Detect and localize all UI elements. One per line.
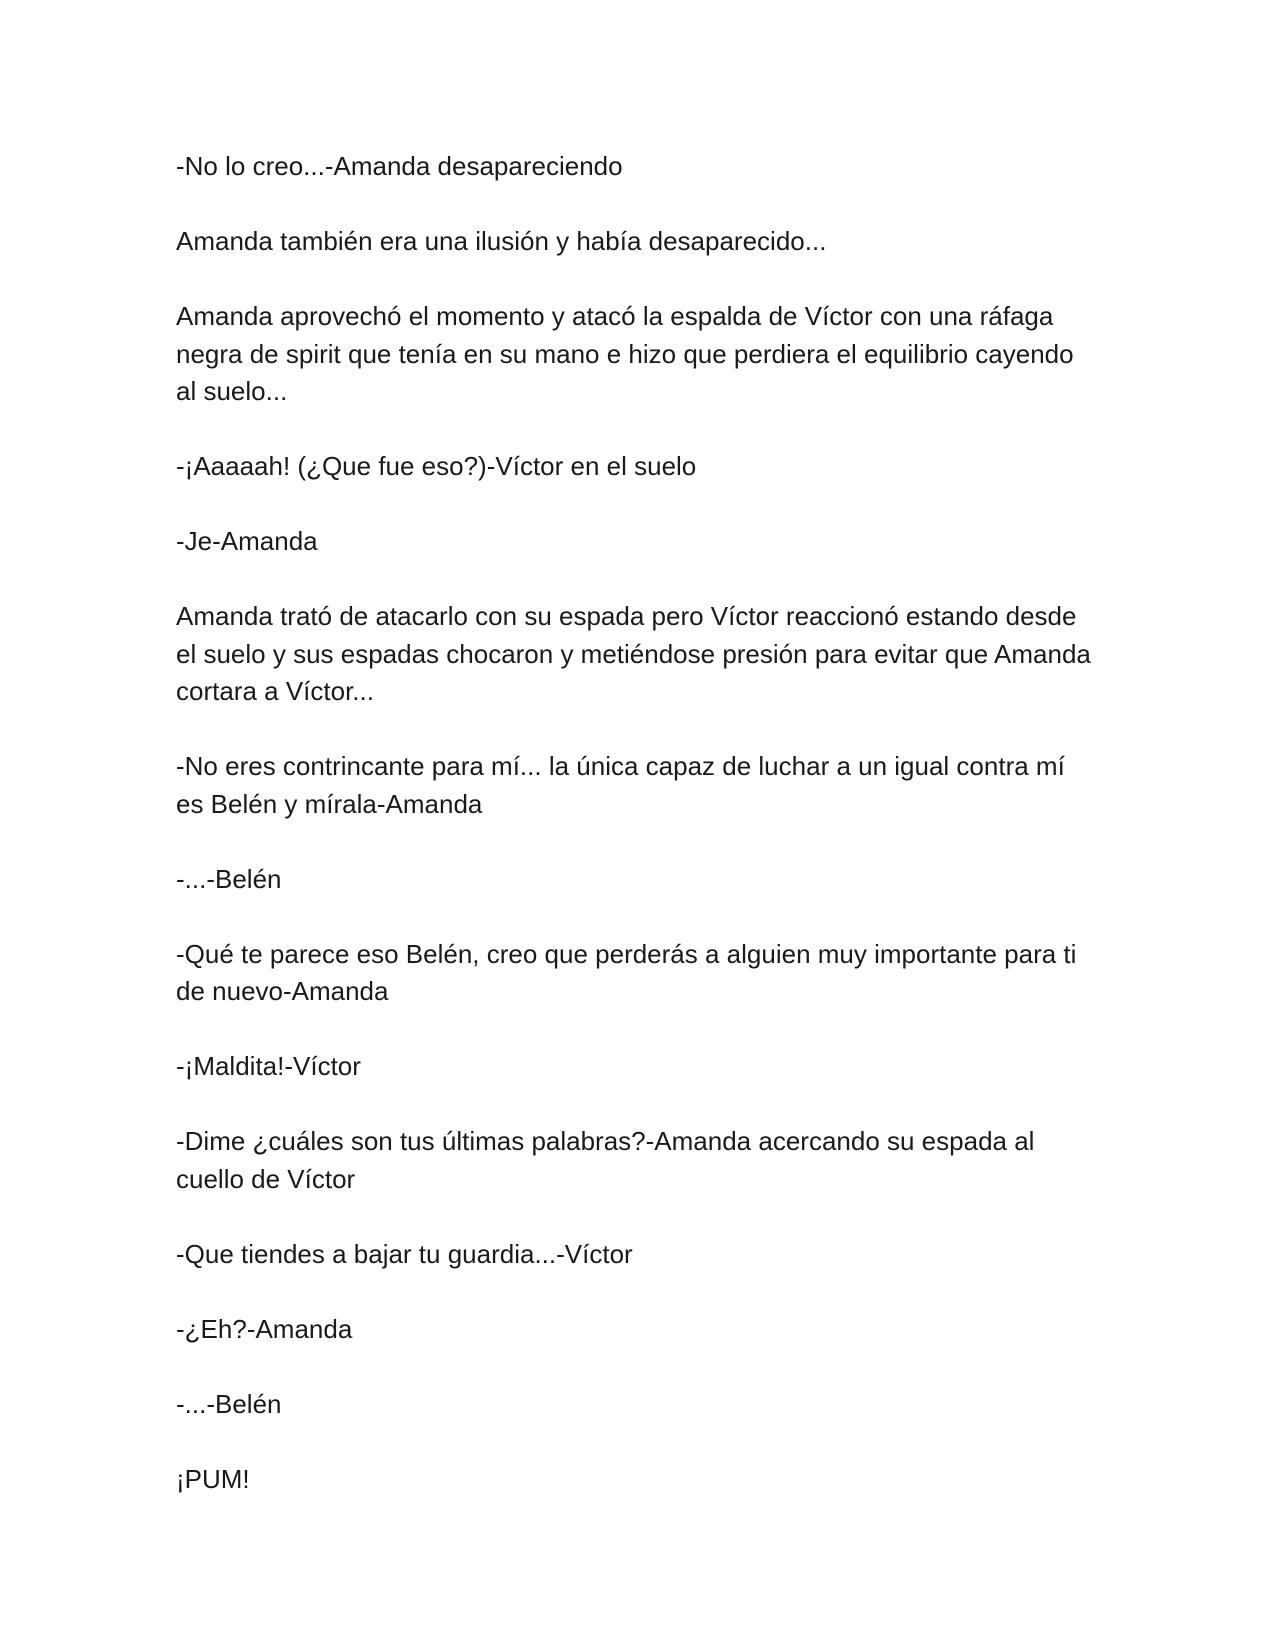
- paragraph: Amanda también era una ilusión y había desaparecido...: [176, 226, 827, 256]
- paragraph: -No eres contrincante para mí... la única capaz de luchar a un igual contra mí es Belén y mírala-Amanda: [176, 751, 1065, 819]
- paragraph: -Qué te parece eso Belén, creo que perderás a alguien muy importante para ti de nuevo-Amanda: [176, 938, 1077, 1006]
- paragraph: -Dime ¿cuáles son tus últimas palabras?-Amanda acercando su espada al cuello de Víctor: [176, 1126, 1035, 1194]
- paragraph: -...-Belén: [176, 863, 282, 894]
- paragraph: -¡Aaaaah! (¿Que fue eso?)-Víctor en el suelo: [176, 451, 697, 481]
- paragraph: ¡PUM!: [176, 1463, 250, 1494]
- document-body: [176, 148, 1096, 1498]
- paragraph: -...-Belén: [176, 1388, 282, 1419]
- paragraph: Amanda aprovechó el momento y atacó la espalda de Víctor con una ráfaga negra de spirit que tenía en su mano e hizo que perdiera el equilibrio cayendo al suelo...: [176, 301, 1074, 406]
- paragraph: -¿Eh?-Amanda: [176, 1313, 353, 1344]
- paragraph: -No lo creo...-Amanda desapareciendo: [176, 151, 623, 181]
- paragraph: -Je-Amanda: [176, 526, 318, 556]
- paragraph: -Que tiendes a bajar tu guardia...-Víctor: [176, 1238, 633, 1269]
- paragraph: Amanda trató de atacarlo con su espada pero Víctor reaccionó estando desde el suelo y sus espadas chocaron y metiéndose presión para evitar que Amanda cortara a Víctor...: [176, 601, 1091, 706]
- paragraph: -¡Maldita!-Víctor: [176, 1051, 361, 1081]
